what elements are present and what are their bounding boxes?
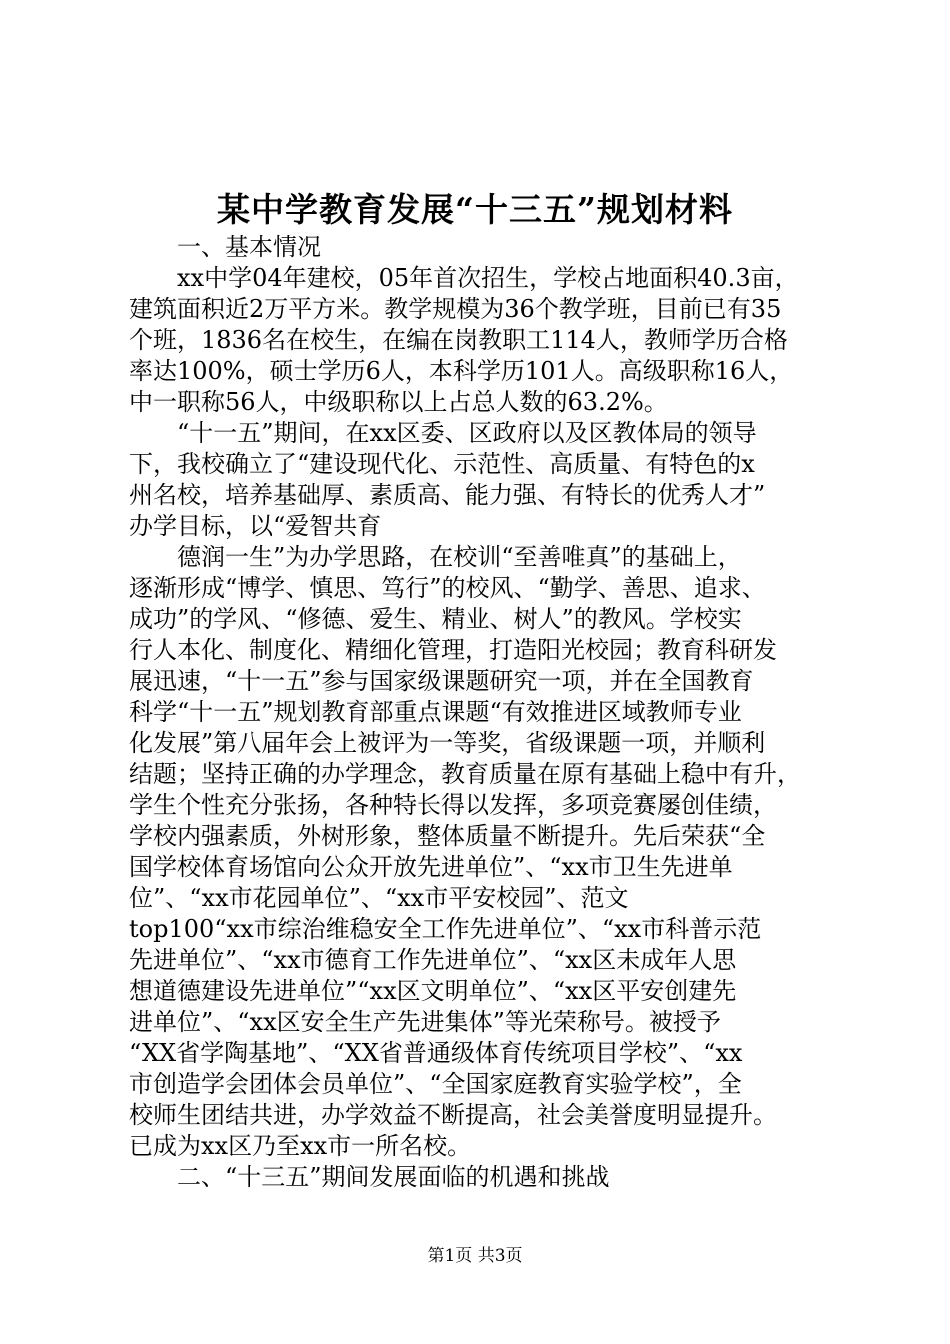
text-line: 展迅速，“十一五”参与国家级课题研究一项，并在全国教育 (129, 667, 754, 695)
section-heading: 二、“十三五”期间发展面临的机遇和挑战 (177, 1163, 610, 1191)
text-line: 行人本化、制度化、精细化管理，打造阳光校园；教育科研发 (129, 636, 777, 664)
text-line: 逐渐形成“博学、慎思、笃行”的校风、“勤学、善思、追求、 (129, 574, 766, 602)
text-line: 市创造学会团体会员单位”、“全国家庭教育实验学校”，全 (129, 1070, 742, 1098)
text-line: 州名校，培养基础厚、素质高、能力强、有特长的优秀人才” (129, 481, 766, 509)
text-line: 想道德建设先进单位”“xx区文明单位”、“xx区平安创建先 (129, 977, 737, 1005)
text-line: 成功”的学风、“修德、爱生、精业、树人”的教风。学校实 (129, 605, 742, 633)
text-line: 结题；坚持正确的办学理念，教育质量在原有基础上稳中有升， (129, 760, 801, 788)
text-line: “XX省学陶基地”、“XX省普通级体育传统项目学校”、“xx (129, 1039, 743, 1067)
section-heading: 一、基本情况 (177, 233, 321, 261)
text-line: 校师生团结共进，办学效益不断提高，社会美誉度明显提升。 (129, 1101, 777, 1129)
text-line: top100“xx市综治维稳安全工作先进单位”、“xx市科普示范 (129, 915, 762, 943)
text-line: 中一职称56人，中级职称以上占总人数的63.2%。 (129, 388, 668, 416)
text-line: 学生个性充分张扬，各种特长得以发挥，多项竞赛屡创佳绩， (129, 791, 777, 819)
text-line: 德润一生”为办学思路，在校训“至善唯真”的基础上， (177, 543, 742, 571)
text-line: 科学“十一五”规划教育部重点课题“有效推进区域教师专业 (129, 698, 742, 726)
text-line: xx中学04年建校，05年首次招生，学校占地面积40.3亩， (177, 264, 799, 292)
text-line: 办学目标，以“爱智共育 (129, 512, 382, 540)
text-line: “十一五”期间，在xx区委、区政府以及区教体局的领导 (177, 419, 757, 447)
text-line: 位”、“xx市花园单位”、“xx市平安校园”、范文 (129, 884, 629, 912)
document-title: 某中学教育发展“十三五”规划材料 (217, 190, 733, 229)
text-line: 国学校体育场馆向公众开放先进单位”、“xx市卫生先进单 (129, 853, 733, 881)
text-line: 下，我校确立了“建设现代化、示范性、高质量、有特色的x (129, 450, 755, 478)
text-line: 化发展”第八届年会上被评为一等奖，省级课题一项，并顺利 (129, 729, 766, 757)
text-line: 个班，1836名在校生，在编在岗教职工114人，教师学历合格 (129, 326, 788, 354)
text-line: 率达100%，硕士学历6人，本科学历101人。高级职称16人， (129, 357, 794, 385)
text-line: 先进单位”、“xx市德育工作先进单位”、“xx区未成年人思 (129, 946, 737, 974)
text-line: 已成为xx区乃至xx市一所名校。 (129, 1132, 472, 1160)
text-line: 进单位”、“xx区安全生产先进集体”等光荣称号。被授予 (129, 1008, 721, 1036)
page-number: 第1页 共3页 (427, 1246, 523, 1266)
text-line: 学校内强素质，外树形象，整体质量不断提升。先后荣获“全 (129, 822, 766, 850)
document-body (129, 232, 841, 1193)
text-line: 建筑面积近2万平方米。教学规模为36个教学班，目前已有35 (129, 295, 782, 323)
